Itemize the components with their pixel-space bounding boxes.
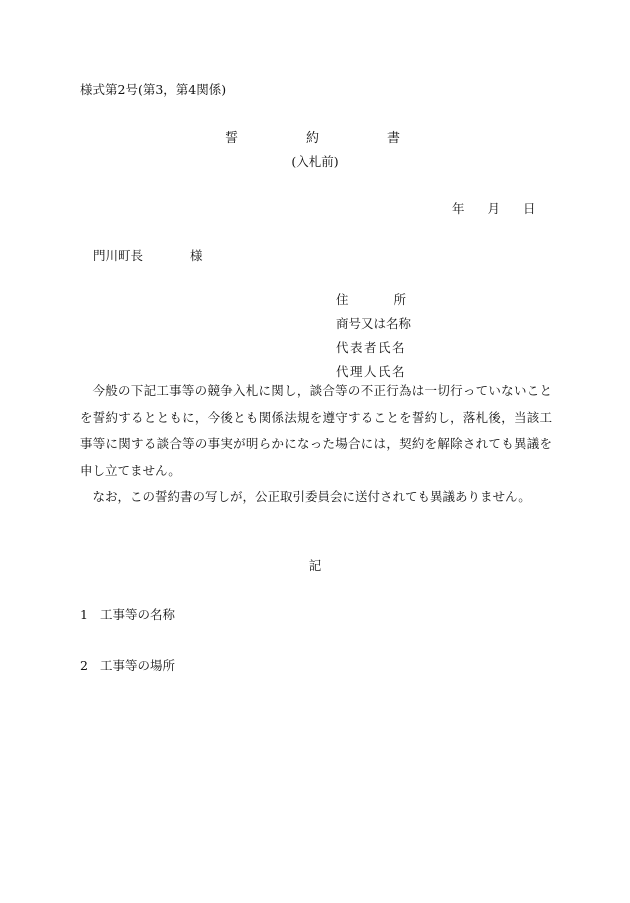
addressee: [93, 246, 203, 264]
date-year: 年: [452, 201, 465, 216]
pledge-body: [80, 378, 552, 511]
date-line: [452, 199, 536, 217]
addressee-honorific: 様: [190, 248, 203, 263]
item-number: 2: [80, 658, 88, 673]
applicant-fields: [336, 290, 411, 386]
date-month: 月: [487, 201, 501, 216]
company-field-label: 商号又は名称: [336, 316, 412, 331]
pledge-paragraph-1: 今般の下記工事等の競争入札に関し，談合等の不正行為は一切行っていないことを誓約するとともに，今後とも関係法規を遵守することを誓約し，落札後，当該工事等に関する談合等の事実が明らかになった場合には，契約を解除されても異議を申し立てません。: [80, 383, 552, 478]
representative-field-label: 代表者氏名: [336, 340, 407, 355]
item-label: 工事等の場所: [100, 658, 176, 673]
agent-field-label: 代理人氏名: [336, 364, 407, 379]
title-char-3: 書: [386, 131, 400, 146]
ki-heading: 記: [308, 558, 322, 573]
addressee-name: 門川町長: [93, 248, 144, 263]
list-item: [80, 605, 175, 623]
form-number: 様式第2号(第3，第4関係): [80, 82, 227, 97]
item-number: 1: [80, 607, 88, 622]
address-char-1: 住: [336, 292, 349, 307]
title-char-1: 誓: [225, 131, 239, 146]
list-item: [80, 656, 175, 674]
document-title: [225, 127, 400, 146]
address-field-label: [336, 290, 406, 314]
item-label: 工事等の名称: [100, 607, 176, 622]
date-day: 日: [523, 201, 536, 216]
pledge-paragraph-2: なお，この誓約書の写しが，公正取引委員会に送付されても異議ありません。: [92, 489, 531, 504]
address-char-2: 所: [393, 292, 406, 307]
document-subtitle: (入札前): [291, 154, 339, 169]
title-char-2: 約: [305, 131, 319, 146]
